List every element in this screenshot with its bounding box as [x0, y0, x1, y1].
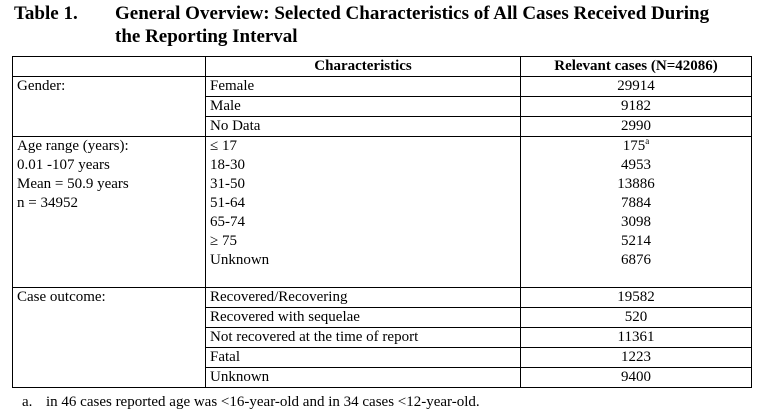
table-row [13, 348, 752, 368]
row-category: Not recovered at the time of report [206, 328, 521, 348]
row-value: 6876 [521, 251, 752, 270]
table-row [13, 194, 752, 213]
row-value: 3098 [521, 213, 752, 232]
row-category: No Data [206, 117, 521, 137]
header-relevant-cases: Relevant cases (N=42086) [521, 57, 752, 77]
row-value: 175$^a$ [521, 137, 752, 157]
header-blank-cell [13, 57, 206, 77]
header-characteristics: Characteristics [206, 57, 521, 77]
table-row [13, 308, 752, 328]
row-value: 520 [521, 308, 752, 328]
row-category: Recovered with sequelae [206, 308, 521, 328]
table-row [13, 77, 752, 97]
gender-label: Gender: [13, 77, 206, 97]
table-row [13, 97, 752, 117]
row-value: 1223 [521, 348, 752, 368]
row-value: 11361 [521, 328, 752, 348]
row-value: 9400 [521, 368, 752, 388]
table-row [13, 288, 752, 308]
table-number: Table 1. [14, 3, 78, 24]
table-row [13, 137, 752, 157]
row-category: 31-50 [206, 175, 521, 194]
footnote-text: in 46 cases reported age was <16-year-old and in 34 cases <12-year-old. [46, 394, 480, 410]
table-row [13, 117, 752, 137]
row-category: ≥ 75 [206, 232, 521, 251]
table-row [13, 328, 752, 348]
footnote-marker-superscript: a [645, 136, 650, 146]
outcome-label: Case outcome: [13, 288, 206, 308]
table-title-line-2: the Reporting Interval [115, 26, 298, 47]
row-value: 2990 [521, 117, 752, 137]
table-title [14, 2, 764, 48]
age-label-line-3: Mean = 50.9 years [13, 175, 206, 194]
row-value: 5214 [521, 232, 752, 251]
footnote-marker: a. [22, 394, 33, 410]
table-header-row [13, 57, 752, 77]
blank-row [13, 270, 752, 288]
table-row [13, 156, 752, 175]
row-value: 19582 [521, 288, 752, 308]
row-value: 29914 [521, 77, 752, 97]
table-row [13, 213, 752, 232]
row-category: Fatal [206, 348, 521, 368]
row-category: Unknown [206, 251, 521, 270]
row-category: Unknown [206, 368, 521, 388]
table-row [13, 368, 752, 388]
row-category: ≤ 17 [206, 137, 521, 157]
table-row [13, 175, 752, 194]
footnote [22, 393, 480, 412]
row-category: 18-30 [206, 156, 521, 175]
row-value: 7884 [521, 194, 752, 213]
table-row [13, 232, 752, 251]
row-category: Female [206, 77, 521, 97]
table-row [13, 251, 752, 270]
characteristics-table [12, 56, 752, 388]
age-label-line-4: n = 34952 [13, 194, 206, 213]
row-value: 13886 [521, 175, 752, 194]
row-category: 65-74 [206, 213, 521, 232]
age-label-line-2: 0.01 -107 years [13, 156, 206, 175]
row-value: 4953 [521, 156, 752, 175]
row-category: Recovered/Recovering [206, 288, 521, 308]
row-value: 9182 [521, 97, 752, 117]
table-title-line-1: General Overview: Selected Characteristics of All Cases Received During [115, 3, 710, 24]
row-category: 51-64 [206, 194, 521, 213]
row-category: Male [206, 97, 521, 117]
age-label-line-1: Age range (years): [13, 137, 206, 157]
